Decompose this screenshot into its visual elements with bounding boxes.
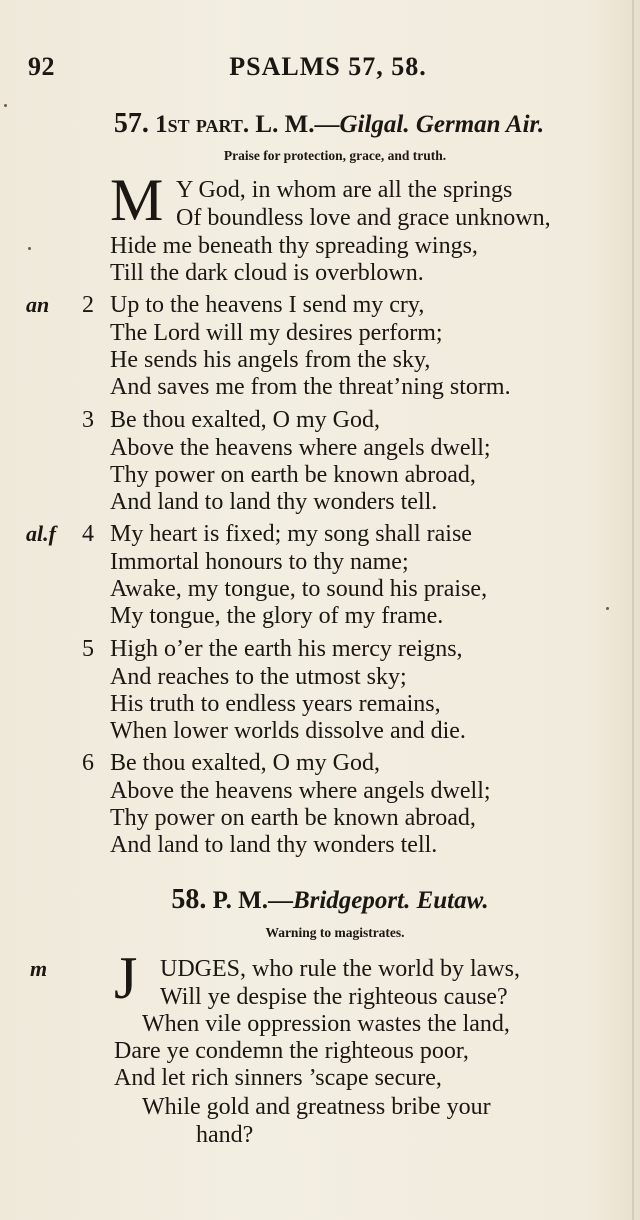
hymn-tunes: Gilgal. German Air. xyxy=(339,111,545,138)
verse-line: High o’er the earth his mercy reigns, xyxy=(110,636,463,662)
hymn-tunes: Bridgeport. Eutaw. xyxy=(292,887,489,914)
stanza-number: 4 xyxy=(82,521,94,547)
drop-cap: J xyxy=(114,945,138,1011)
verse-line: My heart is fixed; my song shall raise xyxy=(110,521,472,547)
verse-line: Be thou exalted, O my God, xyxy=(110,750,380,776)
hymn-58-heading xyxy=(0,884,640,916)
verse-line: Above the heavens where angels dwell; xyxy=(110,435,491,461)
ink-speck xyxy=(606,607,609,610)
hymn-meter: P. M.— xyxy=(212,887,293,914)
verse-line: Up to the heavens I send my cry, xyxy=(110,292,425,318)
performance-mark: m xyxy=(30,956,48,981)
performance-mark: al.f xyxy=(26,521,56,546)
drop-cap: M xyxy=(110,167,164,233)
stanza-number: 5 xyxy=(82,636,94,662)
verse-line: Thy power on earth be known abroad, xyxy=(110,805,476,831)
verse-line: The Lord will my desires perform; xyxy=(110,320,443,346)
verse-line: Be thou exalted, O my God, xyxy=(110,407,380,433)
stanza-number: 2 xyxy=(82,292,94,318)
verse-line: Of boundless love and grace unknown, xyxy=(176,205,551,231)
running-header xyxy=(0,52,640,86)
hymn-number: 57. xyxy=(113,108,149,139)
verse-line: While gold and greatness bribe your xyxy=(142,1094,491,1120)
verse-line: Hide me beneath thy spreading wings, xyxy=(110,233,478,259)
verse-line: And land to land thy wonders tell. xyxy=(110,832,438,858)
verse-line: Dare ye condemn the righteous poor, xyxy=(114,1038,469,1064)
ink-speck xyxy=(4,104,7,107)
verse-line: When vile oppression wastes the land, xyxy=(142,1011,510,1037)
verse-line: My tongue, the glory of my frame. xyxy=(110,603,444,629)
page-edge xyxy=(632,0,634,1220)
verse-line: Above the heavens where angels dwell; xyxy=(110,778,491,804)
stanza-number: 6 xyxy=(82,750,94,776)
hymn-57-heading xyxy=(0,108,640,140)
verse-line: And reaches to the utmost sky; xyxy=(110,664,407,690)
hymn-subtitle: Praise for protection, grace, and truth. xyxy=(223,148,447,163)
verse-line: hand? xyxy=(196,1122,254,1148)
hymn-part: 1st part. xyxy=(155,111,250,138)
hymn-meter: L. M.— xyxy=(255,111,340,138)
verse-line: Immortal honours to thy name; xyxy=(110,549,409,575)
verse-line: Y God, in whom are all the springs xyxy=(176,177,513,203)
verse-line: Awake, my tongue, to sound his praise, xyxy=(110,576,488,602)
verse-line: And land to land thy wonders tell. xyxy=(110,489,438,515)
performance-mark: an xyxy=(26,292,50,317)
page-title: PSALMS 57, 58. xyxy=(229,52,427,81)
verse-line: When lower worlds dissolve and die. xyxy=(110,718,466,744)
ink-speck xyxy=(28,247,31,250)
verse-line: UDGES, who rule the world by laws, xyxy=(160,956,520,982)
hymn-subtitle: Warning to magistrates. xyxy=(265,925,405,940)
verse-line: His truth to endless years remains, xyxy=(110,691,441,717)
verse-line: He sends his angels from the sky, xyxy=(110,347,431,373)
verse-line: And saves me from the threat’ning storm. xyxy=(110,374,511,400)
verse-line: Till the dark cloud is overblown. xyxy=(110,260,424,286)
verse-line: And let rich sinners ’scape secure, xyxy=(114,1065,442,1091)
hymn-number: 58. xyxy=(171,884,207,915)
verse-line: Will ye despise the righteous cause? xyxy=(160,984,508,1010)
page-number: 92 xyxy=(28,52,55,81)
stanza-number: 3 xyxy=(82,407,94,433)
verse-line: Thy power on earth be known abroad, xyxy=(110,462,476,488)
